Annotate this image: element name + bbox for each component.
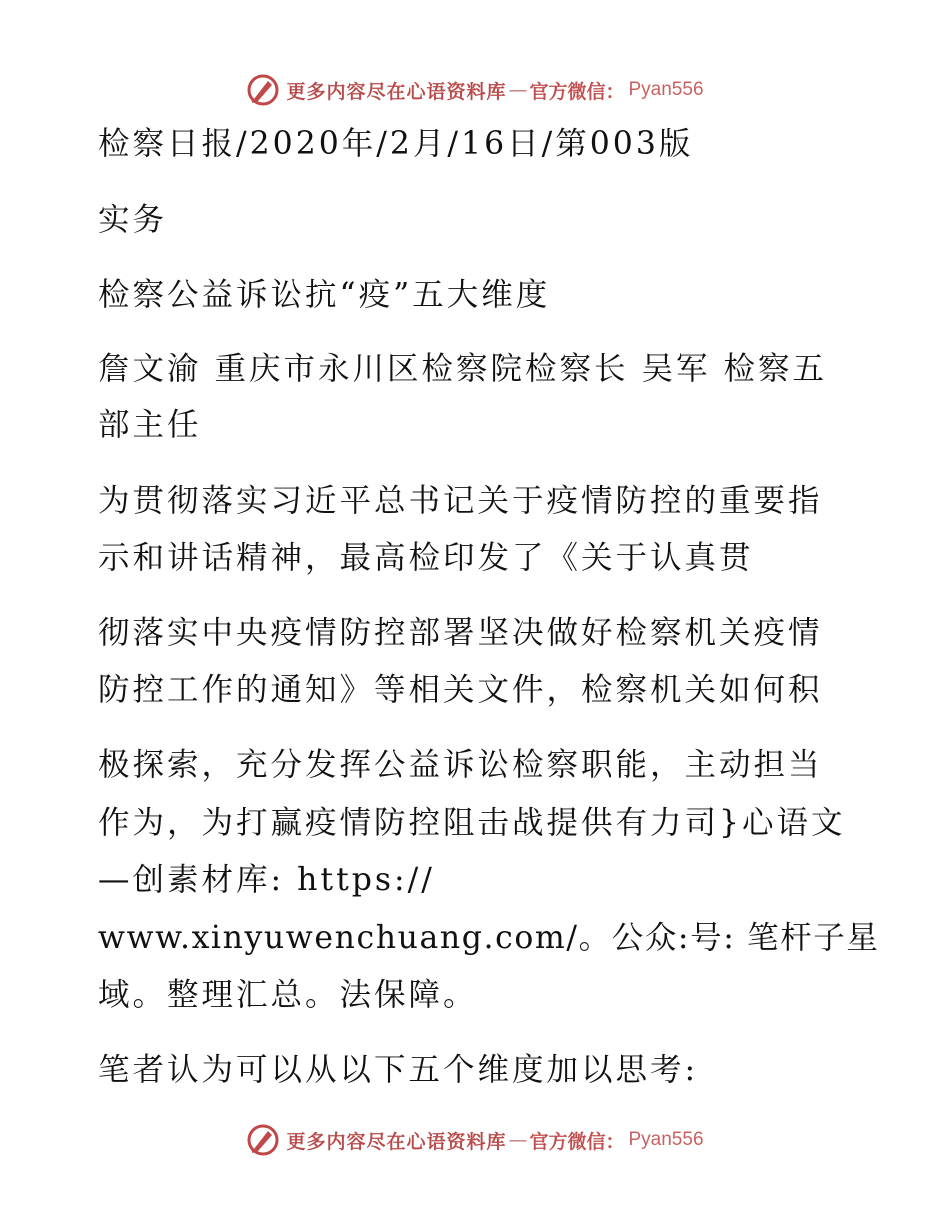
quill-seal-icon (246, 73, 280, 107)
watermark-handle: Pyan556 (628, 1129, 704, 1150)
doc-line-para1-1: 为贯彻落实习近平总书记关于疫情防控的重要指 (98, 483, 823, 519)
doc-line-para2: 笔者认为可以从以下五个维度加以思考: (98, 1052, 699, 1088)
watermark-banner-top (0, 70, 950, 110)
doc-line-para1-2: 示和讲话精神，最高检印发了《关于认真贯 (98, 540, 754, 576)
watermark-handle: Pyan556 (628, 79, 704, 100)
watermark-wechat-label: 官方微信： (529, 80, 625, 103)
doc-line-section: 实务 (98, 202, 168, 238)
watermark-banner-bottom (0, 1120, 950, 1160)
watermark-dash: — (508, 1129, 528, 1151)
doc-line-para1-9: 域。整理汇总。法保障。 (98, 977, 478, 1013)
watermark-text: 更多内容尽在心语资料库 (286, 1130, 507, 1153)
doc-line-authors-2: 部主任 (98, 407, 202, 443)
doc-line-para1-3: 彻落实中央疫情防控部署坚决做好检察机关疫情 (98, 615, 823, 651)
doc-line-title: 检察公益诉讼抗“疫”五大维度 (98, 277, 551, 313)
quill-seal-icon (246, 1123, 280, 1157)
watermark-dash: — (508, 79, 528, 101)
doc-line-para1-7: —创素材库: https:// (98, 862, 435, 898)
doc-line-para1-6: 作为，为打赢疫情防控阻击战提供有力司}心语文 (98, 805, 846, 841)
watermark-wechat-label: 官方微信： (529, 1130, 625, 1153)
doc-line-para1-5: 极探索，充分发挥公益诉讼检察职能，主动担当 (98, 747, 823, 783)
doc-line-authors-1: 詹文渝 重庆市永川区检察院检察长 吴军 检察五 (98, 351, 828, 387)
doc-line-para1-4: 防控工作的通知》等相关文件，检察机关如何积 (98, 672, 823, 708)
watermark-text: 更多内容尽在心语资料库 (286, 80, 507, 103)
doc-line-source: 检察日报/2020年/2月/16日/第003版 (98, 126, 694, 162)
doc-line-para1-8: www.xinyuwenchuang.com/。公众:号: 笔杆子星 (98, 920, 880, 956)
